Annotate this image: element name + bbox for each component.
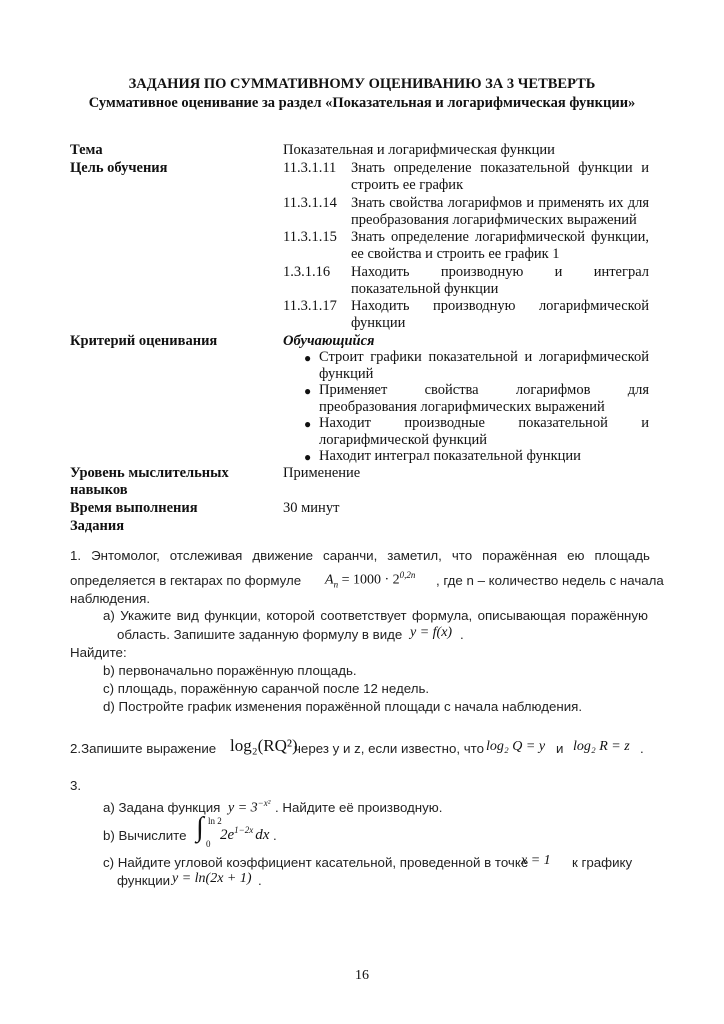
- goal-code: 11.3.1.11: [283, 160, 337, 176]
- task1-line1: 1. Энтомолог, отслеживая движение саранчи, заметил, что поражённая ею площадь: [70, 548, 650, 563]
- task2-pre: 2.Запишите выражение: [70, 741, 217, 756]
- task3-b-integrand: $2e^{1-2x}$ dx: [220, 825, 270, 843]
- task3-b-upper-limit: ln 2: [208, 816, 222, 826]
- task1-line2-post: , где n – количество недель с начала: [436, 573, 664, 588]
- bullet-icon: ●: [304, 351, 312, 365]
- time-label: Время выполнения: [70, 500, 198, 516]
- criterion-line2: преобразования логарифмических выражений: [319, 399, 605, 415]
- goal-label: Цель обучения: [70, 160, 168, 176]
- task3-a-pre: a) Задана функция: [103, 800, 221, 815]
- task2-condition-2: log₂ R = z: [573, 739, 630, 754]
- criteria-label: Критерий оценивания: [70, 333, 218, 349]
- criterion-line2: логарифмической функций: [319, 432, 488, 448]
- goal-text-line2: ее свойства и строить ее график 1: [351, 246, 560, 262]
- task2-condition-1: log₂ Q = y: [486, 739, 546, 754]
- goal-text-line1: Знать определение показательной функции и: [351, 160, 649, 176]
- criterion-line1: Находит производные показательной и: [319, 415, 649, 431]
- integral-sign-icon: ∫: [196, 812, 204, 843]
- goal-text-line2: строить ее график: [351, 177, 464, 193]
- goal-code: 11.3.1.14: [283, 195, 337, 211]
- task3-c-line2-pre: функции: [117, 873, 171, 888]
- page-number: 16: [355, 968, 369, 983]
- topic-label: Тема: [70, 142, 103, 158]
- task3-c-point: x = 1: [521, 853, 551, 868]
- goal-text-line2: преобразования логарифмических выражений: [351, 212, 637, 228]
- task1-a-line2-post: .: [460, 627, 464, 642]
- task2-mid: через y и z, если известно, что: [294, 741, 484, 756]
- goal-code: 11.3.1.17: [283, 298, 337, 314]
- task1-find: Найдите:: [70, 645, 127, 660]
- task2-end: .: [640, 741, 644, 756]
- criterion-line1: Применяет свойства логарифмов для: [319, 382, 649, 398]
- task1-a-line1: a) Укажите вид функции, которой соответствует формула, описывающая поражённую: [103, 608, 648, 623]
- bullet-icon: ●: [304, 384, 312, 398]
- task1-a-line2-pre: область. Запишите заданную формулу в виде: [117, 627, 403, 642]
- goal-text-line1: Знать определение логарифмической функции,: [351, 229, 649, 245]
- goal-text-line1: Знать свойства логарифмов и применять их для: [351, 195, 649, 211]
- level-value: Применение: [283, 465, 361, 481]
- tasks-label: Задания: [70, 518, 125, 534]
- goal-text-line2: функции: [351, 315, 406, 331]
- task3-c-line1-pre: c) Найдите угловой коэффициент касательной, проведенной в точке: [103, 855, 529, 870]
- task2-and: и: [556, 741, 564, 756]
- task3-b-lower-limit: 0: [206, 839, 211, 849]
- criterion-line2: функций: [319, 366, 374, 382]
- bullet-icon: ●: [304, 450, 312, 464]
- task3-number: 3.: [70, 778, 82, 793]
- document-subtitle: Суммативное оценивание за раздел «Показательная и логарифмическая функции»: [88, 95, 636, 111]
- task3-a-function: $y = 3^{-x^2}$: [228, 798, 271, 816]
- level-label: Уровень мыслительных: [70, 465, 229, 481]
- task1-c: c) площадь, поражённую саранчой после 12 недель.: [103, 681, 430, 696]
- goal-text-line1: Находить производную логарифмической: [351, 298, 649, 314]
- task3-c-function: y = ln(2x + 1): [172, 871, 252, 886]
- task3-c-line1-post: к графику: [572, 855, 633, 870]
- task1-formula: $A_n = 1000 \cdot 2^{0,2n}$: [325, 570, 416, 590]
- task3-c-line2-post: .: [258, 873, 262, 888]
- task1-b: b) первоначально поражённую площадь.: [103, 663, 357, 678]
- document-title: ЗАДАНИЯ ПО СУММАТИВНОМУ ОЦЕНИВАНИЮ ЗА 3 ЧЕТВЕРТЬ: [128, 76, 596, 92]
- criterion-line1: Строит графики показательной и логарифмической: [319, 349, 649, 365]
- goal-text-line2: показательной функции: [351, 281, 499, 297]
- task1-d: d) Постройте график изменения поражённой площади с начала наблюдения.: [103, 699, 583, 714]
- task1-line2-pre: определяется в гектарах по формуле: [70, 573, 302, 588]
- level-label-cont: навыков: [70, 482, 128, 498]
- goal-code: 11.3.1.15: [283, 229, 337, 245]
- task1-line3: наблюдения.: [70, 591, 151, 606]
- criterion-line1: Находит интеграл показательной функции: [319, 448, 581, 464]
- task2-expression: log₂(RQ²): [230, 736, 298, 755]
- criteria-heading: Обучающийся: [283, 333, 375, 349]
- task3-b-pre: b) Вычислите: [103, 828, 187, 843]
- bullet-icon: ●: [304, 417, 312, 431]
- goal-text-line1: Находить производную и интеграл: [351, 264, 649, 280]
- time-value: 30 минут: [283, 500, 340, 516]
- task3-b-post: .: [273, 828, 277, 843]
- task3-a-post: . Найдите её производную.: [275, 800, 443, 815]
- task1-a-formula: y = f(x): [410, 625, 453, 640]
- topic-value: Показательная и логарифмическая функции: [283, 142, 555, 158]
- goal-code: 1.3.1.16: [283, 264, 331, 280]
